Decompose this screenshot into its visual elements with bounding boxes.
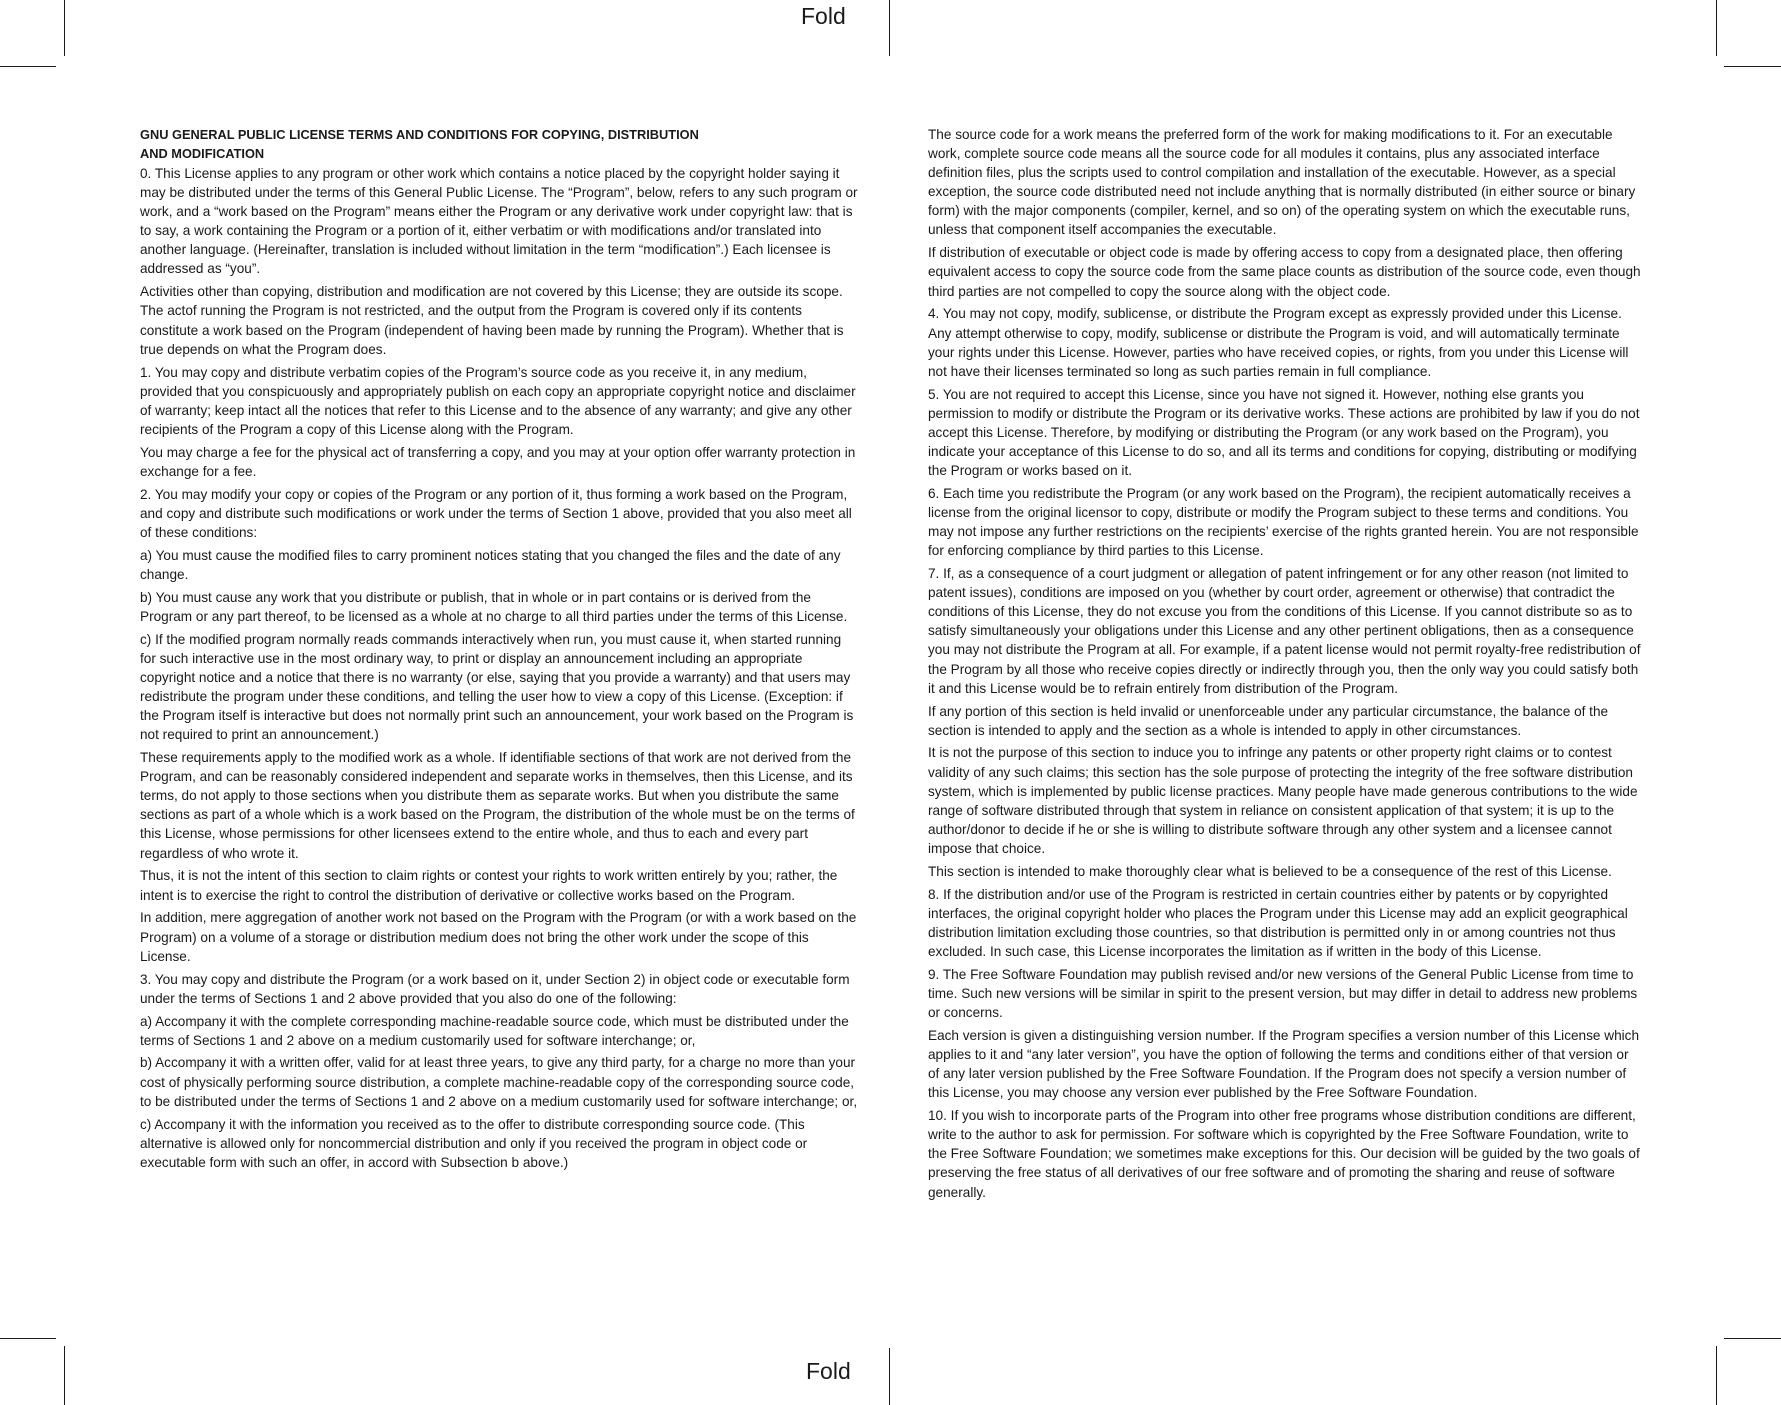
paragraph-section-5: 5. You are not required to accept this License, since you have not signed it. However, nothing else grants you permission to modify or distribute the Program or its derivative works. These actions are prohibited by law if you do not accept this License. Therefore, by modifying or distributing the Program (or any work based on the Program), you indicate your acceptance of this License to do so, and all its terms and conditions for copying, distributing or modifying the Program or works based on it.: [928, 386, 1640, 478]
crop-mark-bottom-left-horizontal: [0, 1338, 56, 1339]
paragraph-section-2: 2. You may modify your copy or copies of the Program or any portion of it, thus forming a work based on the Program, and copy and distribute such modifications or work under the terms of Section 1 above, provided that you also meet all of these conditions:: [140, 486, 852, 540]
paragraph-section-3: 3. You may copy and distribute the Program (or a work based on it, under Section 2) in object code or executable form under the terms of Sections 1 and 2 above provided that you also do one of the following:: [140, 971, 850, 1006]
paragraph-consequence: This section is intended to make thoroughly clear what is believed to be a consequence of the rest of this License.: [928, 863, 1612, 879]
paragraph-activities: Activities other than copying, distribution and modification are not covered by this License; they are outside its scope. The actof running the Program is not restricted, and the output from the Program is covered only if its contents constitute a work based on the Program (independent of having been made by running the Program). Whether that is true depends on what the Program does.: [140, 284, 844, 357]
fold-mark-top: [889, 0, 890, 56]
paragraph-section-0: 0. This License applies to any program or other work which contains a notice placed by the copyright holder saying it may be distributed under the terms of this General Public License. The “Program”, below, refers to any such program or work, and a “work based on the Program” means either the Program or any derivative work under copyright law: that is to say, a work containing the Program or a portion of it, either verbatim or with modifications and/or translated into another language. (Hereinafter, translation is included without limitation in the term “modification”.) Each licensee is addressed as “you”.: [140, 166, 858, 277]
paragraph-source-code: The source code for a work means the preferred form of the work for making modifications to it. For an executable work, complete source code means all the source code for all modules it contains, plus any associated interface definition files, plus the scripts used to control compilation and installation of the executable. However, as a special exception, the source code distributed need not include anything that is normally distributed (in either source or binary form) with the major components (compiler, kernel, and so on) of the operating system on which the executable runs, unless that component itself accompanies the executable.: [928, 127, 1636, 238]
paragraph-invalid-portion: If any portion of this section is held invalid or unenforceable under any particular circumstance, the balance of the section is intended to apply and the section as a whole is intended to apply in other circumstances.: [928, 703, 1609, 738]
paragraph-section-2a: a) You must cause the modified files to carry prominent notices stating that you changed the files and the date of any change.: [140, 547, 841, 582]
paragraph-purpose: It is not the purpose of this section to induce you to infringe any patents or other property right claims or to contest validity of any such claims; this section has the sole purpose of protecting the integrity of the free software distribution system, which is implemented by public license practices. Many people have made generous contributions to the wide range of software distributed through that system in reliance on consistent application of that system; it is up to the author/donor to decide if he or she is willing to distribute software through any other system and a licensee cannot impose that choice.: [928, 745, 1638, 856]
paragraph-section-2c: c) If the modified program normally reads commands interactively when run, you must cause it, when started running for such interactive use in the most ordinary way, to print or display an announcement including an appropriate copyright notice and a notice that there is no warranty (or else, saying that you provide a warranty) and that users may redistribute the program under these conditions, and telling the user how to view a copy of this License. (Exception: if the Program itself is interactive but does not normally print such an announcement, your work based on the Program is not required to print an announcement.): [140, 631, 854, 743]
left-column: [140, 125, 860, 1176]
paragraph-section-10: 10. If you wish to incorporate parts of the Program into other free programs whose distribution conditions are different, write to the author to ask for permission. For software which is copyrighted by the Free Software Foundation, write to the Free Software Foundation; we sometimes make exceptions for this. Our decision will be guided by the two goals of preserving the free status of all derivatives of our free software and of promoting the sharing and reuse of software generally.: [928, 1108, 1640, 1200]
paragraph-requirements: These requirements apply to the modified work as a whole. If identifiable sections of that work are not derived from the Program, and can be reasonably considered independent and separate works in themselves, then this License, and its terms, do not apply to those sections when you distribute them as separate works. But when you distribute the same sections as part of a whole which is a work based on the Program, the distribution of the whole must be on the terms of this License, whose permissions for other licensees extend to the entire whole, and thus to each and every part regardless of who wrote it.: [140, 750, 855, 861]
paragraph-section-3c: c) Accompany it with the information you received as to the offer to distribute corresponding source code. (This alternative is allowed only for noncommercial distribution and only if you received the program in object code or executable form with such an offer, in accord with Subsection b above.): [140, 1116, 808, 1170]
paragraph-section-1: 1. You may copy and distribute verbatim copies of the Program’s source code as you receive it, in any medium, provided that you conspicuously and appropriately publish on each copy an appropriate copyright notice and disclaimer of warranty; keep intact all the notices that refer to this License and to the absence of any warranty; and give any other recipients of the Program a copy of this License along with the Program.: [140, 364, 856, 437]
paragraph-version-number: Each version is given a distinguishing version number. If the Program specifies a version number of this License which applies to it and “any later version”, you have the option of following the terms and conditions either of that version or of any later version published by the Free Software Foundation. If the Program does not specify a version number of this License, you may choose any version ever published by the Free Software Foundation.: [928, 1027, 1640, 1101]
right-column: [928, 125, 1643, 1205]
fold-label-top: Fold: [801, 3, 846, 29]
paragraph-section-6: 6. Each time you redistribute the Program (or any work based on the Program), the recipient automatically receives a license from the original licensor to copy, distribute or modify the Program subject to these terms and conditions. You may not impose any further restrictions on the recipients’ exercise of the rights granted herein. You are not responsible for enforcing compliance by third parties to this License.: [928, 485, 1639, 559]
paragraph-intent: Thus, it is not the intent of this section to claim rights or contest your rights to work written entirely by you; rather, the intent is to exercise the right to control the distribution of derivative or collective works based on the Program.: [140, 868, 838, 903]
crop-mark-top-left-horizontal: [0, 66, 56, 67]
paragraph-section-7: 7. If, as a consequence of a court judgment or allegation of patent infringement or for any other reason (not limited to patent issues), conditions are imposed on you (whether by court order, agreement or otherwise) that contradict the conditions of this License, they do not excuse you from the conditions of this License. If you cannot distribute so as to satisfy simultaneously your obligations under this License and any other pertinent obligations, then as a consequence you may not distribute the Program at all. For example, if a patent license would not permit royalty-free redistribution of the Program by all those who receive copies directly or indirectly through you, then the only way you could satisfy both it and this License would be to refrain entirely from distribution of the Program.: [928, 566, 1641, 696]
fold-mark-bottom: [889, 1348, 890, 1405]
crop-mark-bottom-left-vertical: [64, 1346, 65, 1405]
crop-mark-top-left-vertical: [64, 0, 65, 56]
paragraph-distribution-access: If distribution of executable or object code is made by offering access to copy from a designated place, then offering equivalent access to copy the source code from the same place counts as distribution of the source code, even though third parties are not compelled to copy the source along with the object code.: [928, 245, 1641, 299]
crop-mark-bottom-right-horizontal: [1724, 1338, 1781, 1339]
paragraph-section-8: 8. If the distribution and/or use of the Program is restricted in certain countries either by patents or by copyrighted interfaces, the original copyright holder who places the Program under this License may add an explicit geographical distribution limitation excluding those countries, so that distribution is permitted only in or among countries not thus excluded. In such case, this License incorporates the limitation as if written in the body of this License.: [928, 886, 1628, 960]
paragraph-section-9: 9. The Free Software Foundation may publish revised and/or new versions of the General Public License from time to time. Such new versions will be similar in spirit to the present version, but may differ in detail to address new problems or concerns.: [928, 966, 1638, 1021]
document-heading: GNU GENERAL PUBLIC LICENSE TERMS AND CONDITIONS FOR COPYING, DISTRIBUTION AND MODIFICATION: [140, 127, 699, 161]
paragraph-section-3a: a) Accompany it with the complete corresponding machine-readable source code, which must be distributed under the terms of Sections 1 and 2 above on a medium customarily used for software interchange; or,: [140, 1013, 849, 1048]
paragraph-aggregation: In addition, mere aggregation of another work not based on the Program with the Program (or with a work based on the Program) on a volume of a storage or distribution medium does not bring the other work under the scope of this License.: [140, 910, 857, 964]
paragraph-section-3b: b) Accompany it with a written offer, valid for at least three years, to give any third party, for a charge no more than your cost of physically performing source distribution, a complete machine-readable copy of the corresponding source code, to be distributed under the terms of Sections 1 and 2 above on a medium customarily used for software interchange; or,: [140, 1055, 858, 1109]
paragraph-section-2b: b) You must cause any work that you distribute or publish, that in whole or in part contains or is derived from the Program or any part thereof, to be licensed as a whole at no charge to all third parties under the terms of this License.: [140, 589, 848, 624]
paragraph-section-4: 4. You may not copy, modify, sublicense, or distribute the Program except as expressly provided under this License. Any attempt otherwise to copy, modify, sublicense or distribute the Program is void, and will automatically terminate your rights under this License. However, parties who have received copies, or rights, from you under this License will not have their licenses terminated so long as such parties remain in full compliance.: [928, 306, 1629, 379]
fold-label-bottom: Fold: [806, 1358, 851, 1384]
paragraph-fee: You may charge a fee for the physical act of transferring a copy, and you may at your option offer warranty protection in exchange for a fee.: [140, 444, 856, 479]
crop-mark-bottom-right-vertical: [1716, 1346, 1717, 1405]
crop-mark-top-right-vertical: [1716, 0, 1717, 56]
crop-mark-top-right-horizontal: [1724, 66, 1781, 67]
